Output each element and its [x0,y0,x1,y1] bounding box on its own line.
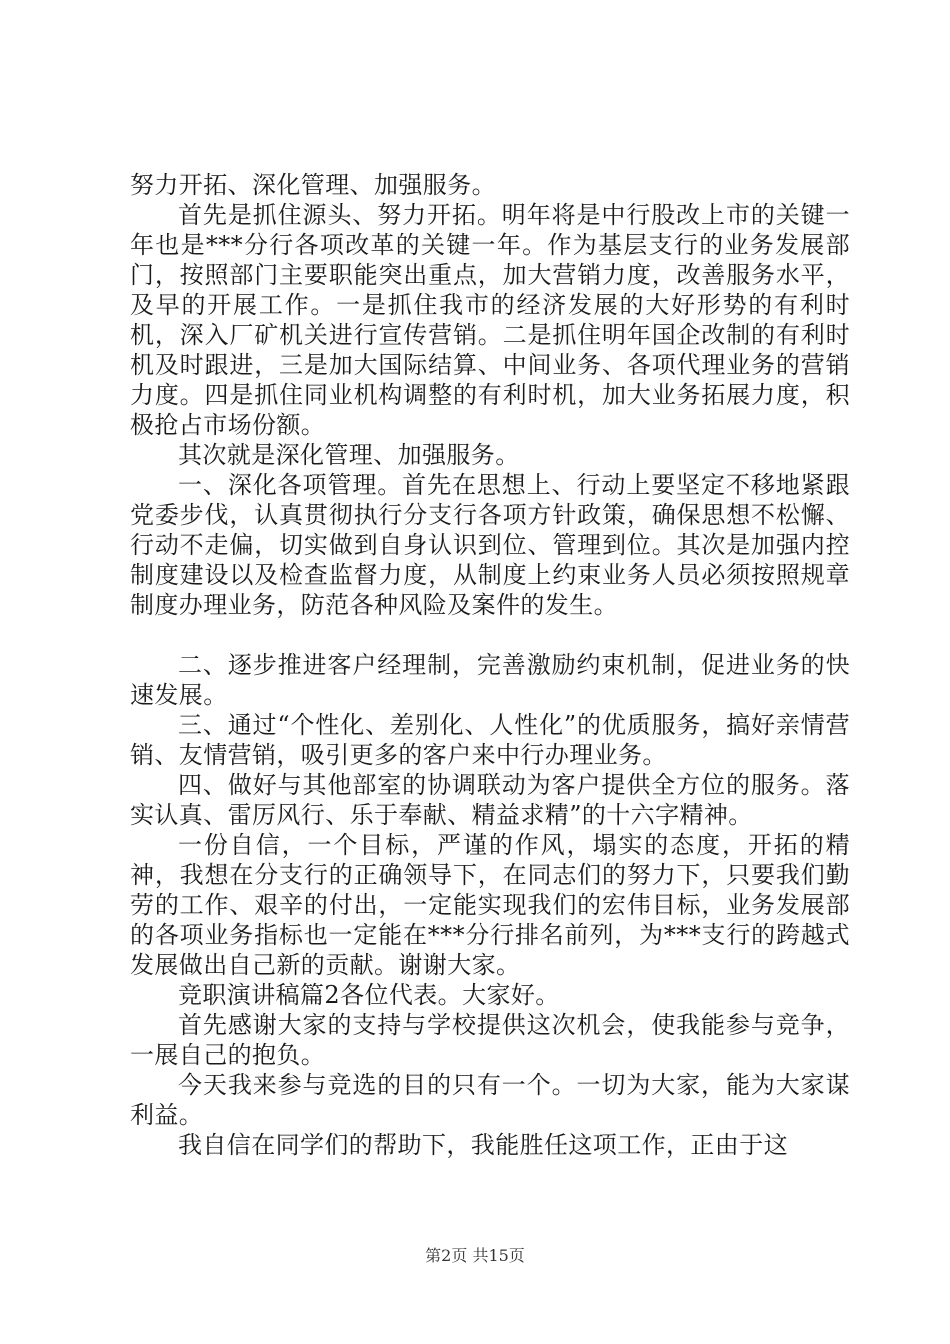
paragraph-12: 我自信在同学们的帮助下，我能胜任这项工作，正由于这 [178,1131,788,1159]
paragraph-11: 今天我来参与竞选的目的只有一个。一切为大家，能为大家谋利益。 [130,1071,850,1129]
paragraph-3: 其次就是深化管理、加强服务。 [178,441,520,469]
paragraph-spacer [130,620,850,650]
paragraph-8: 一份自信，一个目标，严谨的作风，塌实的态度，开拓的精神，我想在分支行的正确领导下，在同志们的努力下，只要我们勤劳的工作、艰辛的付出，一定能实现我们的宏伟目标，业务发展部的各项业务指标也一定能在***分行排名前列，为***支行的跨越式发展做出自己新的贡献。谢谢大家。 [130,831,850,979]
paragraph-2: 首先是抓住源头、努力开拓。明年将是中行股改上市的关键一年也是***分行各项改革的关键一年。作为基层支行的业务发展部门，按照部门主要职能突出重点，加大营销力度，改善服务水平，及早的开展工作。一是抓住我市的经济发展的大好形势的有利时机，深入厂矿机关进行宣传营销。二是抓住明年国企改制的有利时机及时跟进，三是加大国际结算、中间业务、各项代理业务的营销力度。四是抓住同业机构调整的有利时机，加大业务拓展力度，积极抢占市场份额。 [130,201,850,439]
paragraph-7: 四、做好与其他部室的协调联动为客户提供全方位的服务。落实认真、雷厉风行、乐于奉献、精益求精”的十六字精神。 [130,771,850,829]
paragraph-5: 二、逐步推进客户经理制，完善激励约束机制，促进业务的快速发展。 [130,651,850,709]
page-footer: 第2页 共15页 [425,1246,525,1265]
paragraph-6: 三、通过“个性化、差别化、人性化”的优质服务，搞好亲情营销、友情营销，吸引更多的客户来中行办理业务。 [130,711,850,769]
paragraph-1: 努力开拓、深化管理、加强服务。 [130,171,496,199]
paragraph-10: 首先感谢大家的支持与学校提供这次机会，使我能参与竞争，一展自己的抱负。 [130,1011,850,1069]
paragraph-4: 一、深化各项管理。首先在思想上、行动上要坚定不移地紧跟党委步伐，认真贯彻执行分支行各项方针政策，确保思想不松懈、行动不走偏，切实做到自身认识到位、管理到位。其次是加强内控制度建设以及检查监督力度，从制度上约束业务人员必须按照规章制度办理业务，防范各种风险及案件的发生。 [130,471,850,619]
paragraph-9: 竞职演讲稿篇2各位代表。大家好。 [178,981,560,1009]
document-body [130,170,850,1160]
